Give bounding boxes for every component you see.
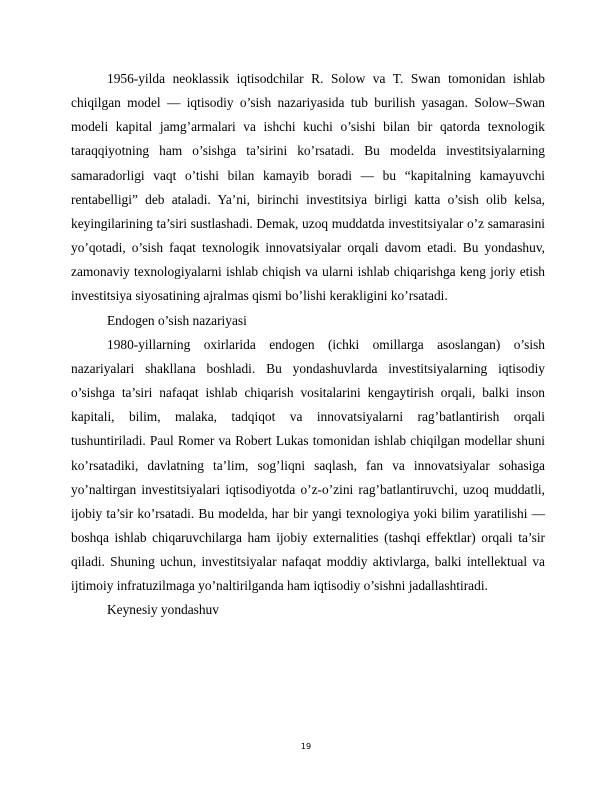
- paragraph-endogenous-growth: 1980-yillarning oxirlarida endogen (ichki omillarga asoslangan) o’sish nazariyalari shakllana boshladi. Bu yondashuvlarda investitsiyalarning iqtisodiy o’sishga ta’siri nafaqat ishlab chiqarish vositalarini kengaytirish orqali, balki inson kapitali, bilim, malaka, tadqiqot va innovatsiyalarni rag’batlantirish orqali tushuntiriladi. Paul Romer va Robert Lukas tomonidan ishlab chiqilgan modellar shuni ko’rsatadiki, davlatning ta’lim, sog’liqni saqlash, fan va innovatsiyalar sohasiga yo’naltirgan investitsiyalari iqtisodiyotda o’z-o’zini rag’batlantiruvchi, uzoq muddatli, ijobiy ta’sir ko’rsatadi. Bu modelda, har bir yangi texnologiya yoki bilim yaratilishi — boshqa ishlab chiqaruvchilarga ham ijobiy externalities (tashqi effektlar) orqali ta’sir qiladi. Shuning uchun, investitsiyalar nafaqat moddiy aktivlarga, balki intellektual va ijtimoiy infratuzilmaga yo’naltirilganda ham iqtisodiy o’sishni jadallashtiradi.: [71, 336, 545, 594]
- page-number: 19: [300, 742, 312, 751]
- heading-keynesian-approach: Keynesiy yondashuv: [107, 602, 219, 618]
- paragraph-solow-swan: 1956-yilda neoklassik iqtisodchilar R. Solow va T. Swan tomonidan ishlab chiqilgan model — iqtisodiy o’sish nazariyasida tub burilish yasagan. Solow–Swan modeli kapital jamg’armalari va ishchi kuchi o’sishi bilan bir qatorda texnologik taraqqiyotning ham o’sishga ta’sirini ko’rsatadi. Bu modelda investitsiyalarning samaradorligi vaqt o’tishi bilan kamayib boradi — bu “kapitalning kamayuvchi rentabelligi” deb ataladi. Ya’ni, birinchi investitsiya birligi katta o’sish olib kelsa, keyingilarining ta’siri sustlashadi. Demak, uzoq muddatda investitsiyalar o’z samarasini yo’qotadi, o’sish faqat texnologik innovatsiyalar orqali davom etadi. Bu yondashuv, zamonaviy texnologiyalarni ishlab chiqish va ularni ishlab chiqarishga keng joriy etish investitsiya siyosatining ajralmas qismi bo’lishi kerakligini ko’rsatadi.: [71, 71, 545, 304]
- body-text: [71, 67, 545, 623]
- heading-endogenous-growth: Endogen o’sish nazariyasi: [107, 312, 247, 328]
